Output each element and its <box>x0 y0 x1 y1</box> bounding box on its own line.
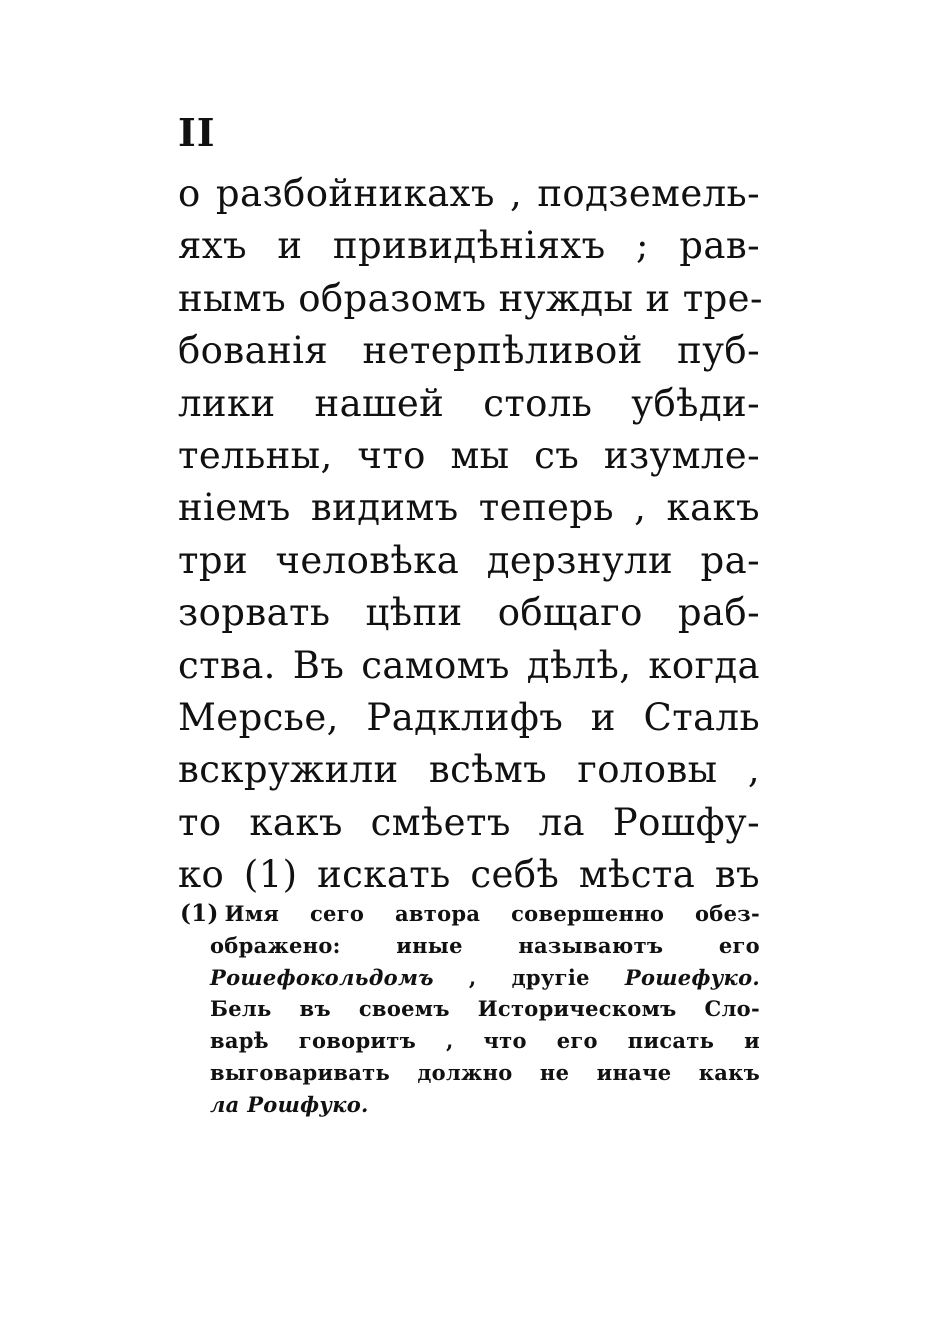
body-line: яхъ и привидѣніяхъ ; рав- <box>178 224 760 268</box>
footnote-line <box>180 1089 760 1121</box>
page-number: II <box>178 110 216 155</box>
body-line: бованія нетерпѣливой пуб- <box>178 329 760 373</box>
body-line: то какъ смѣетъ ла Рошфу- <box>178 800 760 844</box>
footnote <box>180 898 760 1121</box>
footnote-italic-name: ла Рошфуко. <box>210 1091 369 1117</box>
body-line: тельны, что мы съ изумле- <box>178 433 760 477</box>
footnote-line: варѣ говоритъ , что его писать и <box>210 1028 760 1054</box>
body-line: ства. Въ самомъ дѣлѣ, когда <box>178 643 760 687</box>
body-line: вскружили всѣмъ головы , <box>178 748 760 792</box>
footnote-italic-name: Рошефуко. <box>624 964 760 990</box>
body-line: нымъ образомъ нужды и тре- <box>178 276 763 320</box>
body-line: ніемъ видимъ теперь , какъ <box>178 486 760 530</box>
footnote-text: , другіе <box>468 964 590 990</box>
footnote-line <box>180 962 760 994</box>
body-line: три человѣка дерзнули ра- <box>178 538 760 582</box>
footnote-line: Бель въ своемъ Историческомъ Сло- <box>210 996 760 1022</box>
footnote-italic-name: Рошефокольдомъ <box>210 964 434 990</box>
body-line: лики нашей столь убѣди- <box>178 381 760 425</box>
footnote-text: Имя сего автора совершенно обез- <box>224 901 760 926</box>
footnote-line: ображено: иные называютъ его <box>210 932 760 958</box>
body-line: зорвать цѣпи общаго раб- <box>178 591 760 635</box>
body-line: о разбойникахъ , подземель- <box>178 172 760 215</box>
body-text <box>178 168 763 901</box>
footnote-line <box>180 898 760 930</box>
footnote-line: выговаривать должно не иначе какъ <box>210 1059 760 1085</box>
body-line: Мерсье, Радклифъ и Сталь <box>178 695 760 739</box>
footnote-marker: (1) <box>180 900 219 927</box>
body-line: ко (1) искать себѣ мѣста въ <box>178 853 760 897</box>
